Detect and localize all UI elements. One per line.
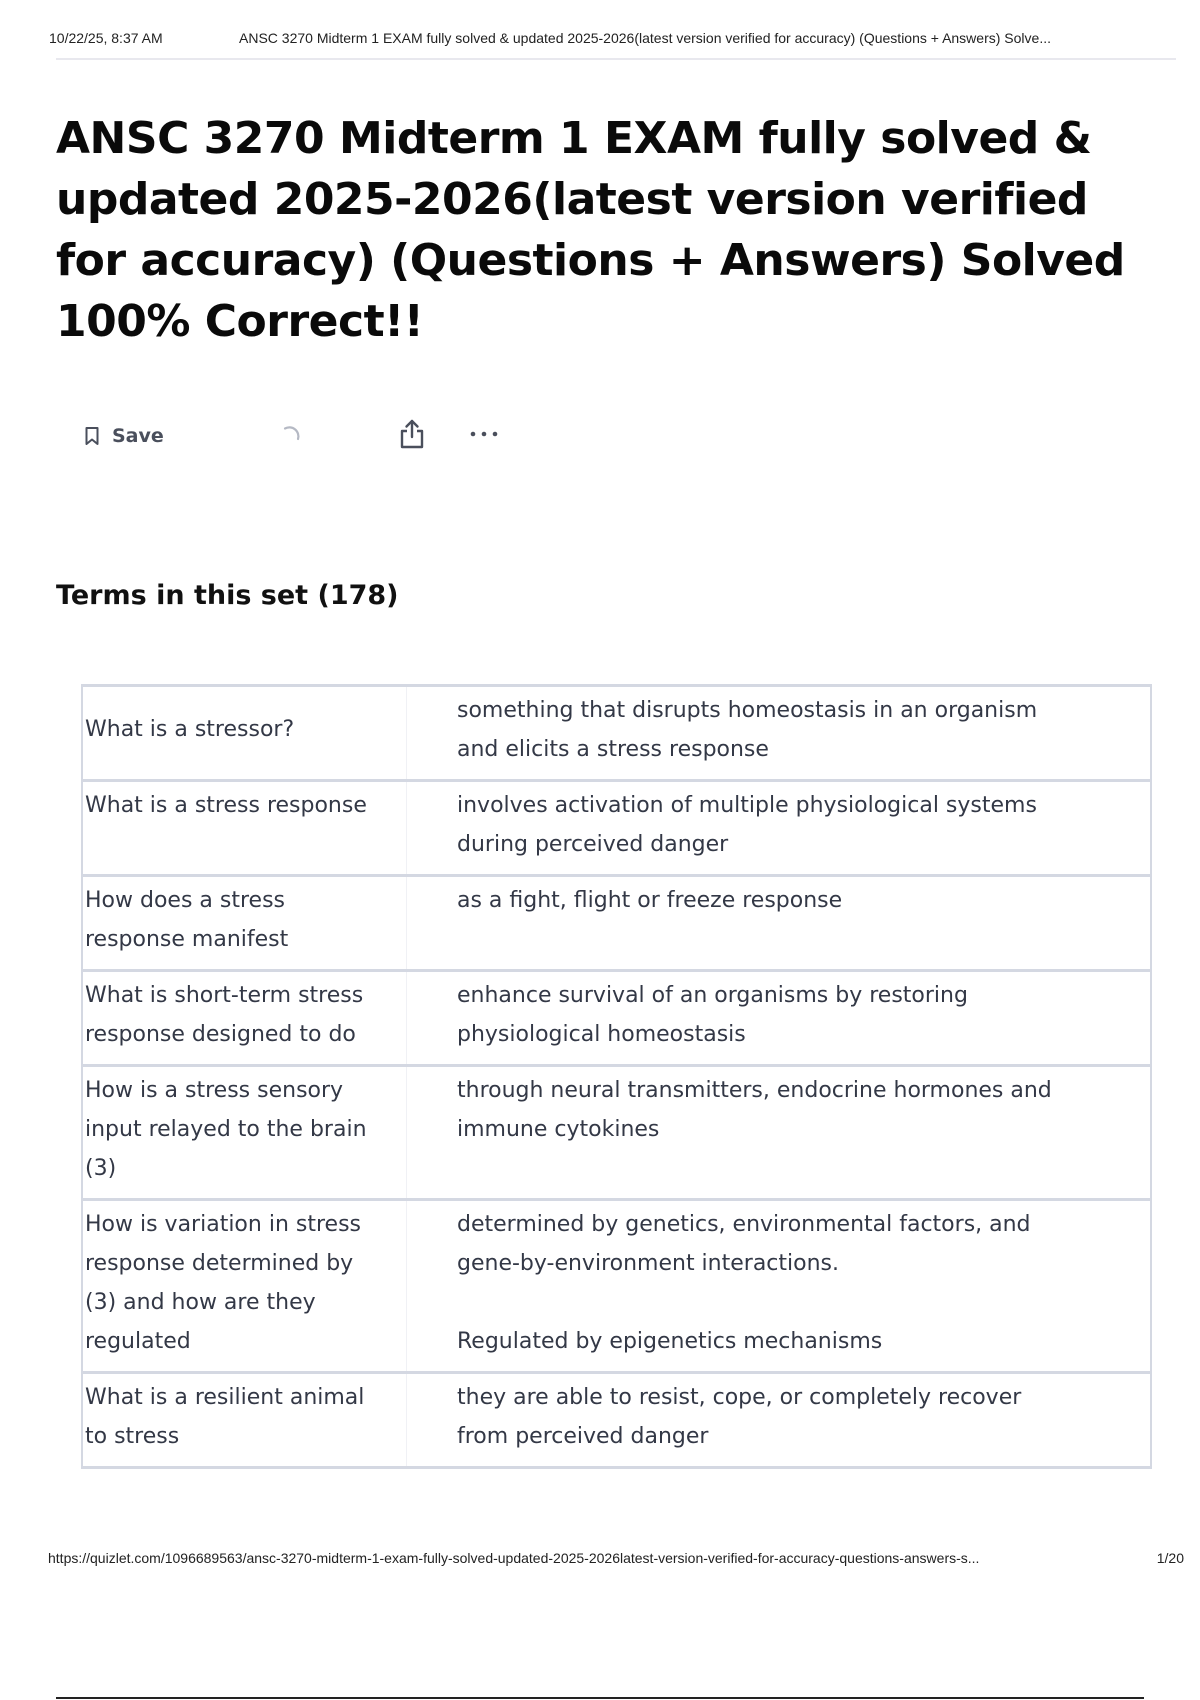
definition-cell [407, 686, 1152, 781]
more-options-button[interactable] [468, 418, 500, 450]
definition-text: during perceived danger [457, 832, 729, 857]
term-text: What is a resilient animal [85, 1385, 365, 1410]
definition-text: Regulated by epigenetics mechanisms [457, 1329, 883, 1354]
definition-text: through neural transmitters, endocrine hormones and [457, 1078, 1052, 1103]
term-text: (3) [85, 1156, 117, 1181]
term-text: How is variation in stress [85, 1212, 361, 1237]
term-text: input relayed to the brain [85, 1117, 367, 1142]
term-cell [82, 1066, 407, 1200]
terms-table-body [82, 686, 1151, 1468]
terms-table [81, 684, 1152, 1469]
print-url: https://quizlet.com/1096689563/ansc-3270-midterm-1-exam-fully-solved-updated-2025-2026latest-version-verified-for-accuracy-questions-answers-s... [48, 1550, 980, 1566]
page-title: ANSC 3270 Midterm 1 EXAM fully solved & updated 2025-2026(latest version verified for accuracy) (Questions + Answers) Solved 100% Correct!! [56, 113, 1125, 347]
definition-text: involves activation of multiple physiological systems [457, 793, 1037, 818]
more-horizontal-icon [468, 437, 500, 454]
page-bottom-divider [56, 1697, 1144, 1699]
definition-text: determined by genetics, environmental factors, and [457, 1212, 1031, 1237]
definition-text: gene-by-environment interactions. [457, 1251, 839, 1276]
set-toolbar [84, 418, 544, 454]
definition-cell [407, 1373, 1152, 1468]
definition-cell [407, 971, 1152, 1066]
term-row [82, 686, 1151, 781]
term-text: response determined by [85, 1251, 354, 1276]
definition-cell [407, 781, 1152, 876]
definition-text: from perceived danger [457, 1424, 709, 1449]
term-cell [82, 1200, 407, 1373]
term-text: What is a stress response [85, 793, 367, 818]
print-doc-title: ANSC 3270 Midterm 1 EXAM fully solved & updated 2025-2026(latest version verified for accuracy) (Questions + Answers) Solve... [239, 30, 1051, 46]
save-label: Save [112, 425, 164, 447]
definition-cell [407, 1066, 1152, 1200]
print-date: 10/22/25, 8:37 AM [49, 30, 163, 46]
term-cell [82, 1373, 407, 1468]
term-text: How does a stress [85, 888, 285, 913]
term-cell [82, 971, 407, 1066]
term-text: regulated [85, 1329, 191, 1354]
term-row [82, 1066, 1151, 1200]
save-button[interactable] [84, 422, 164, 450]
definition-text: something that disrupts homeostasis in an organism [457, 698, 1038, 723]
print-header [49, 30, 1176, 52]
term-cell [82, 686, 407, 781]
term-text: What is short-term stress [85, 983, 364, 1008]
definition-spacer [457, 1283, 1090, 1322]
print-footer [48, 1550, 1184, 1572]
bookmark-icon [84, 426, 100, 446]
definition-text: they are able to resist, cope, or completely recover [457, 1385, 1022, 1410]
term-cell [82, 876, 407, 971]
definition-cell [407, 1200, 1152, 1373]
term-row [82, 1200, 1151, 1373]
header-divider [56, 58, 1176, 60]
term-row [82, 1373, 1151, 1468]
spinner-icon [278, 423, 304, 449]
definition-text: enhance survival of an organisms by restoring [457, 983, 968, 1008]
share-button[interactable] [397, 418, 427, 450]
term-row [82, 781, 1151, 876]
definition-cell [407, 876, 1152, 971]
term-text: to stress [85, 1424, 180, 1449]
term-text: response designed to do [85, 1022, 356, 1047]
definition-text: immune cytokines [457, 1117, 660, 1142]
definition-text: physiological homeostasis [457, 1022, 746, 1047]
share-icon [397, 437, 427, 454]
term-text: (3) and how are they [85, 1290, 316, 1315]
definition-text: as a fight, flight or freeze response [457, 888, 843, 913]
definition-text: and elicits a stress response [457, 737, 769, 762]
term-row [82, 876, 1151, 971]
term-text: response manifest [85, 927, 289, 952]
terms-count-heading: Terms in this set (178) [56, 580, 399, 611]
term-row [82, 971, 1151, 1066]
term-cell [82, 781, 407, 876]
term-text: What is a stressor? [85, 717, 295, 742]
term-text: How is a stress sensory [85, 1078, 344, 1103]
page-number: 1/20 [1156, 1550, 1184, 1566]
